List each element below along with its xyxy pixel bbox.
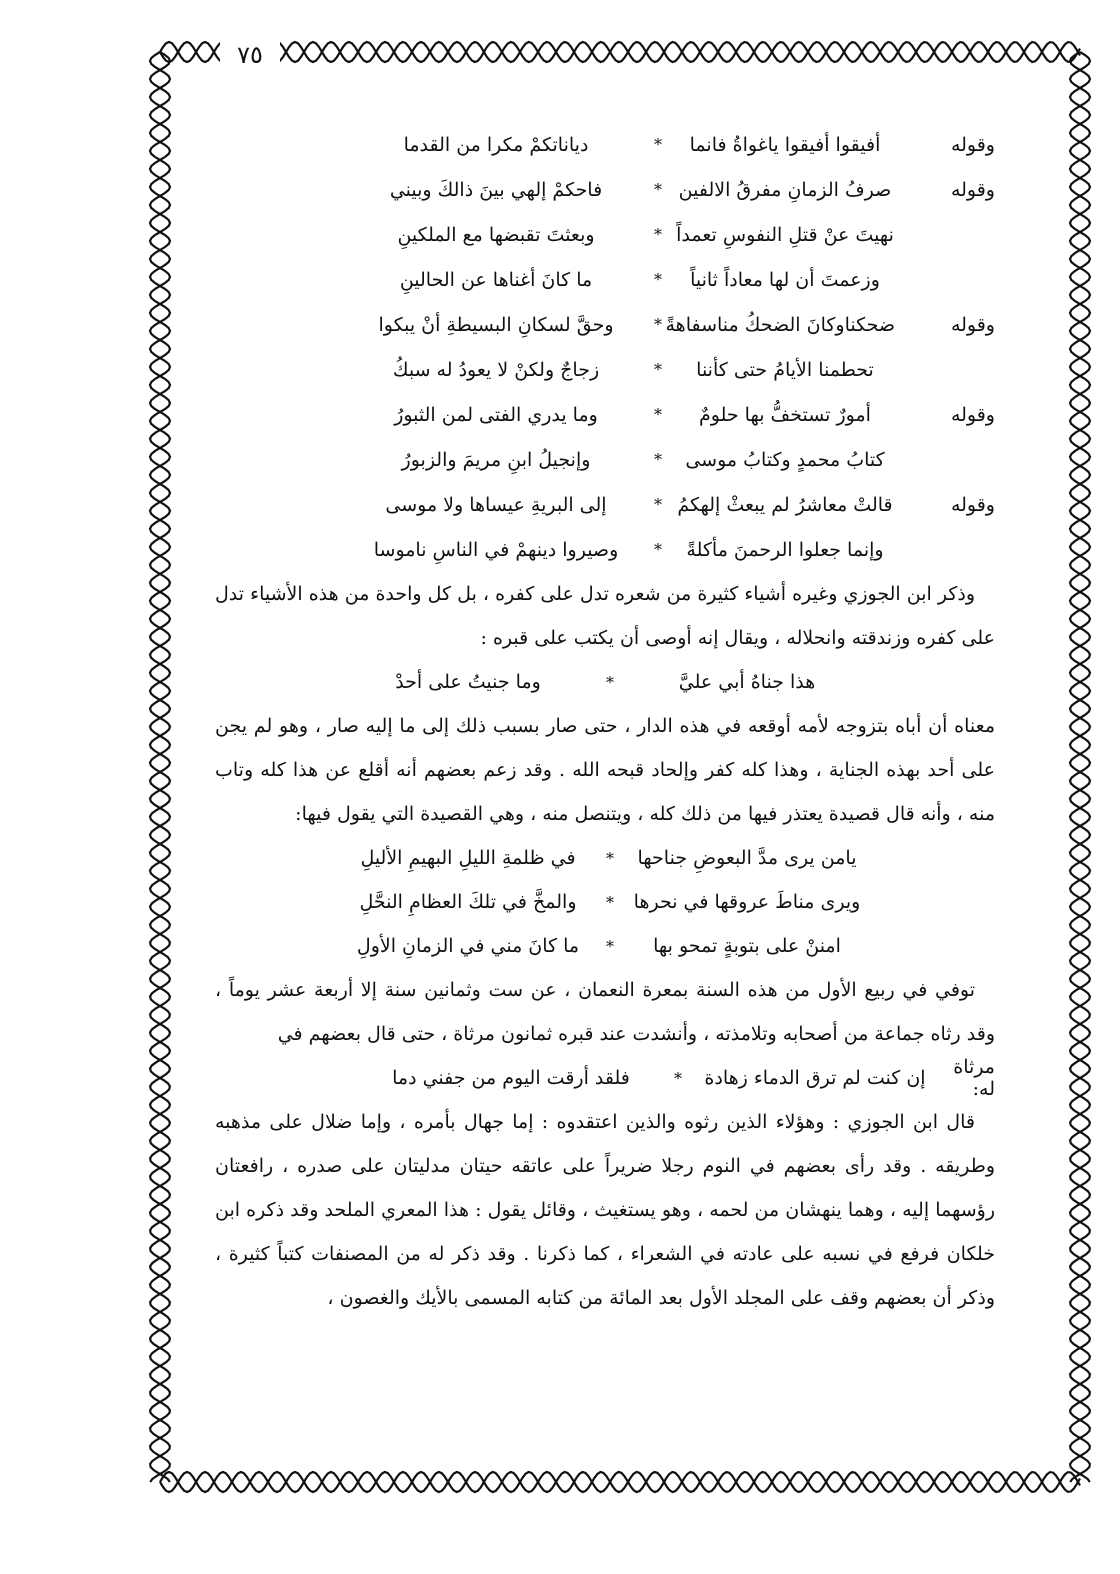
- verse-line: [215, 836, 995, 880]
- verse-separator: *: [606, 936, 614, 956]
- verse-separator: *: [674, 1068, 682, 1088]
- paragraph: معناه أن أباه بتزوجه لأمه أوقعه في هذه الدار ، حتى صار بسبب ذلك إلى ما إليه صار ، وهو لم يجن على أحد بهذه الجناية ، وهذا كله كفر وإلحاد قبحه الله . وقد زعم بعضهم أنه أقلع عن هذا كله وتاب منه ، وأنه قال قصيدة يعتذر فيها من ذلك كله ، ويتنصل منه ، وهي القصيدة التي يقول فيها:: [215, 715, 995, 825]
- first-hemistich: إن كنت لم ترق الدماء زهادة: [704, 1067, 926, 1089]
- first-hemistich: ويرى مناطَ عروقها في نحرها: [633, 891, 861, 913]
- second-hemistich: والمخَّ في تلكَ العظامِ النحَّلِ: [359, 891, 577, 913]
- second-hemistich: ما كانَ أغناها عن الحالينِ: [399, 268, 593, 291]
- verse-separator: *: [654, 495, 662, 514]
- verse-separator: *: [606, 672, 614, 692]
- verse-label: وقوله: [950, 178, 995, 201]
- verse-separator: *: [654, 270, 662, 289]
- second-hemistich: زجاجٌ ولكنْ لا يعودُ له سبكُ: [392, 358, 600, 381]
- verse-line: [215, 527, 995, 572]
- first-hemistich: أفيقوا أفيقوا ياغواةُ فانما: [689, 133, 881, 156]
- verse-separator: *: [654, 360, 662, 379]
- second-hemistich: فاحكمْ إلهي بينَ ذالكَ وبيني: [389, 178, 603, 201]
- second-hemistich: في ظلمةِ الليلِ البهيمِ الأليلِ: [360, 847, 576, 869]
- first-hemistich: تحطمنا الأيامُ حتى كأننا: [696, 358, 874, 381]
- verse-line: [215, 257, 995, 302]
- second-hemistich: إلى البريةِ عيساها ولا موسى: [385, 493, 607, 516]
- first-hemistich: هذا جناهُ أبي عليَّ: [678, 671, 816, 693]
- first-hemistich: كتابُ محمدٍ وكتابُ موسى: [685, 448, 885, 471]
- epitaph-verse: [215, 660, 995, 704]
- verse-line: [215, 167, 995, 212]
- page-body: [215, 122, 995, 1320]
- first-hemistich: نهيتَ عنْ قتلِ النفوسِ تعمداً: [676, 223, 894, 246]
- second-hemistich: دياناتكمْ مكرا من القدما: [403, 133, 589, 156]
- verse-label: وقوله: [950, 493, 995, 516]
- verse-line: [215, 122, 995, 167]
- first-hemistich: امننْ على بتوبةٍ تمحو بها: [653, 935, 841, 957]
- verse-separator: *: [654, 180, 662, 199]
- verse-separator: *: [654, 405, 662, 424]
- verse-line: [215, 347, 995, 392]
- verse-separator: *: [654, 540, 662, 559]
- verse-line: [215, 392, 995, 437]
- verse-separator: *: [606, 848, 614, 868]
- first-hemistich: وإنما جعلوا الرحمنَ مأكلةً: [686, 538, 884, 561]
- first-hemistich: يامن يرى مدَّ البعوضِ جناحها: [637, 847, 857, 869]
- verse-line: [215, 302, 995, 347]
- verse-line: [215, 212, 995, 257]
- first-hemistich: ضحكناوكانَ الضحكُ مناسفاهةً: [665, 313, 895, 336]
- verse-label: وقوله: [950, 313, 995, 336]
- verse-separator: *: [606, 892, 614, 912]
- elegy-verse: [215, 1056, 995, 1100]
- verse-separator: *: [654, 450, 662, 469]
- second-hemistich: وحقَّ لسكانِ البسيطةِ أنْ يبكوا: [378, 313, 614, 336]
- first-hemistich: أمورٌ تستخفُّ بها حلومٌ: [699, 403, 871, 426]
- verse-label: وقوله: [950, 133, 995, 156]
- verse-line: [215, 482, 995, 527]
- verse-separator: *: [654, 315, 662, 334]
- first-hemistich: وزعمتَ أن لها معاداً ثانياً: [690, 268, 880, 291]
- verse-separator: *: [654, 225, 662, 244]
- second-hemistich: وصيروا دينهمْ في الناسِ ناموسا: [373, 538, 619, 561]
- paragraph: قال ابن الجوزي : وهؤلاء الذين رثوه والذين اعتقدوه : إما جهال بأمره ، وإما ضلال على مذهبه وطريقه . وقد رأى بعضهم في النوم رجلا ضريراً على عاتقه حيتان مدليتان على صدره ، رافعتان رؤسهما إليه ، وهما ينهشان من لحمه ، وهو يستغيث ، وقائل يقول : هذا المعري الملحد وقد ذكره ابن خلكان فرفع في نسبه على عادته في الشعراء ، كما ذكرنا . وقد ذكر له من المصنفات كتباً كثيرة ، وذكر أن بعضهم وقف على المجلد الأول بعد المائة من كتابه المسمى بالأيك والغصون ،: [215, 1111, 995, 1309]
- verse-label: وقوله: [950, 403, 995, 426]
- second-hemistich: ما كانَ مني في الزمانِ الأولِ: [356, 935, 580, 957]
- paragraph: وذكر ابن الجوزي وغيره أشياء كثيرة من شعره تدل على كفره ، بل كل واحدة من هذه الأشياء تدل على كفره وزندقته وانحلاله ، ويقال إنه أوصى أن يكتب على قبره :: [215, 583, 995, 649]
- elegy-lead: مرثاة له:: [953, 1056, 995, 1100]
- second-hemistich: وإنجيلُ ابنِ مريمَ والزبورُ: [401, 448, 591, 471]
- paragraph: توفي في ربيع الأول من هذه السنة بمعرة النعمان ، عن ست وثمانين سنة إلا أربعة عشر يوماً ، وقد رثاه جماعة من أصحابه وتلامذته ، وأنشدت عند قبره ثمانون مرثاة ، حتى قال بعضهم في: [215, 979, 995, 1045]
- verse-line: [215, 437, 995, 482]
- second-hemistich: وما جنيتُ علی أحدْ: [395, 671, 541, 693]
- verse-separator: *: [654, 135, 662, 154]
- page-number: ٧٥: [220, 40, 280, 70]
- second-hemistich: فلقد أرقت اليوم من جفني دما: [392, 1067, 630, 1089]
- second-hemistich: وما يدري الفتى لمن الثبورُ: [394, 403, 598, 426]
- first-hemistich: صرفُ الزمانِ مفرقُ الالفين: [678, 178, 892, 201]
- verse-line: [215, 880, 995, 924]
- second-hemistich: وبعثتَ تقبضها مع الملكينِ: [397, 223, 595, 246]
- first-hemistich: قالتْ معاشرُ لم يبعثْ إلهكمُ: [677, 493, 893, 516]
- verse-line: [215, 924, 995, 968]
